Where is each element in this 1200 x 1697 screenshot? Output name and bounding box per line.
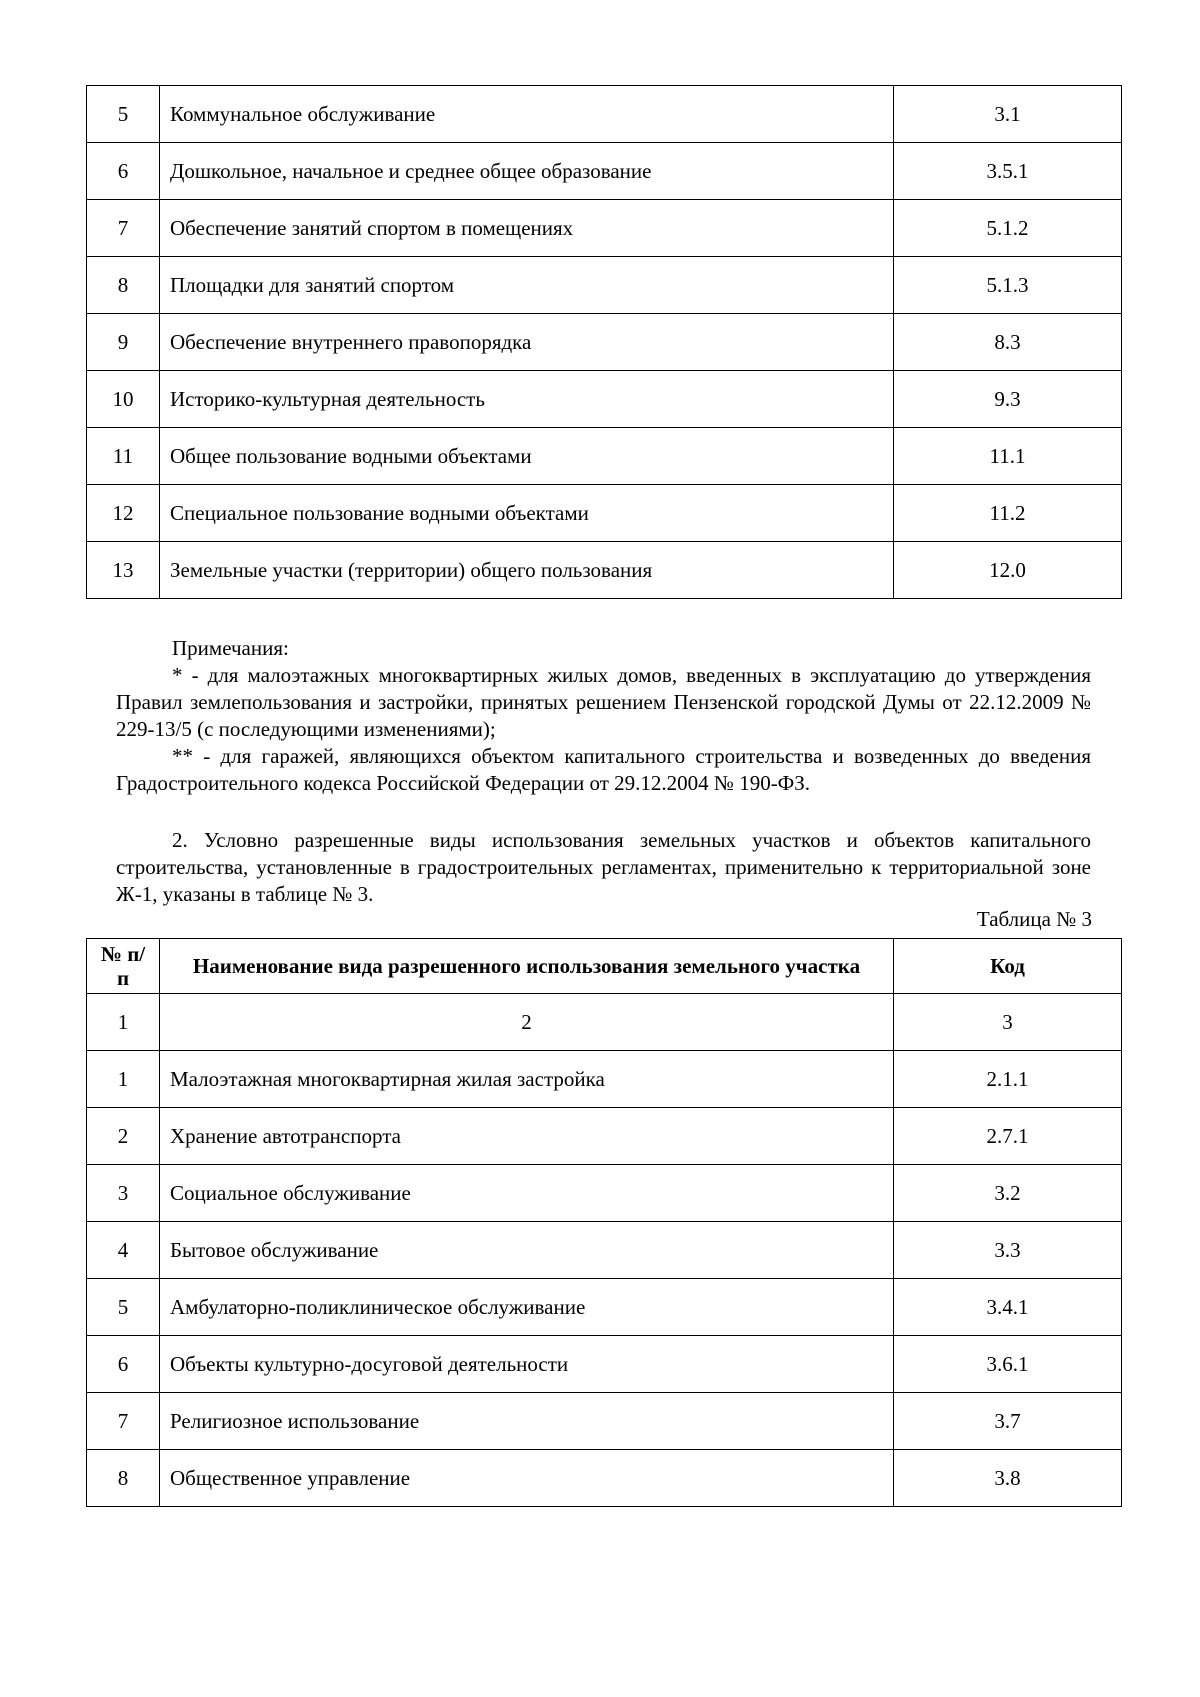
note-2: ** - для гаражей, являющихся объектом капитального строительства и возведенных до введения Градостроительного кодекса Российской Федерации от 29.12.2004 № 190-ФЗ.: [116, 744, 1091, 795]
use-name: Коммунальное обслуживание: [160, 86, 894, 143]
index-row: [87, 994, 1122, 1051]
index-name: 2: [160, 994, 894, 1051]
use-code: 5.1.3: [894, 257, 1122, 314]
row-number: 9: [87, 314, 160, 371]
use-name: Бытовое обслуживание: [160, 1222, 894, 1279]
note-1: * - для малоэтажных многоквартирных жилых домов, введенных в эксплуатацию до утверждения Правил землепользования и застройки, принятых решением Пензенской городской Думы от 22.12.2009 № 229-13/5 (с последующими изменениями);: [116, 663, 1091, 741]
row-number: 5: [87, 1279, 160, 1336]
use-name: Амбулаторно-поликлиническое обслуживание: [160, 1279, 894, 1336]
row-number: 6: [87, 1336, 160, 1393]
land-use-table-continued: [86, 85, 1122, 599]
table-row: [87, 257, 1122, 314]
header-name: Наименование вида разрешенного использования земельного участка: [160, 939, 894, 994]
table-body: [87, 994, 1122, 1507]
row-number: 1: [87, 1051, 160, 1108]
index-number: 1: [87, 994, 160, 1051]
table-row: [87, 485, 1122, 542]
table-row: [87, 1222, 1122, 1279]
use-code: 3.7: [894, 1393, 1122, 1450]
conditional-use-table: [86, 938, 1122, 1507]
row-number: 11: [87, 428, 160, 485]
table-row: [87, 1051, 1122, 1108]
use-name: Дошкольное, начальное и среднее общее образование: [160, 143, 894, 200]
paragraph-2: 2. Условно разрешенные виды использования земельных участков и объектов капитального строительства, установленные в градостроительных регламентах, применительно к территориальной зоне Ж-1, указаны в таблице № 3.: [116, 828, 1091, 906]
table-row: [87, 1165, 1122, 1222]
table-row: [87, 1450, 1122, 1507]
table-row: [87, 542, 1122, 599]
table-row: [87, 1393, 1122, 1450]
use-code: 3.1: [894, 86, 1122, 143]
use-code: 3.8: [894, 1450, 1122, 1507]
use-code: 9.3: [894, 371, 1122, 428]
table-body: [87, 86, 1122, 599]
notes-title: Примечания:: [172, 636, 289, 660]
use-code: 3.4.1: [894, 1279, 1122, 1336]
row-number: 10: [87, 371, 160, 428]
table-row: [87, 1336, 1122, 1393]
use-code: 3.2: [894, 1165, 1122, 1222]
use-code: 2.7.1: [894, 1108, 1122, 1165]
use-name: Общественное управление: [160, 1450, 894, 1507]
notes-section: [116, 635, 1091, 797]
use-name: Специальное пользование водными объектами: [160, 485, 894, 542]
header-number: № п/п: [87, 939, 160, 994]
header-code: Код: [894, 939, 1122, 994]
use-code: 11.2: [894, 485, 1122, 542]
use-name: Хранение автотранспорта: [160, 1108, 894, 1165]
row-number: 7: [87, 200, 160, 257]
table-row: [87, 428, 1122, 485]
use-name: Объекты культурно-досуговой деятельности: [160, 1336, 894, 1393]
row-number: 8: [87, 257, 160, 314]
use-code: 5.1.2: [894, 200, 1122, 257]
use-name: Общее пользование водными объектами: [160, 428, 894, 485]
row-number: 7: [87, 1393, 160, 1450]
header-row: [87, 939, 1122, 994]
use-name: Обеспечение внутреннего правопорядка: [160, 314, 894, 371]
use-name: Социальное обслуживание: [160, 1165, 894, 1222]
use-code: 2.1.1: [894, 1051, 1122, 1108]
row-number: 5: [87, 86, 160, 143]
use-code: 3.3: [894, 1222, 1122, 1279]
row-number: 2: [87, 1108, 160, 1165]
table-row: [87, 314, 1122, 371]
use-name: Историко-культурная деятельность: [160, 371, 894, 428]
table-row: [87, 371, 1122, 428]
table-header: [87, 939, 1122, 994]
use-code: 8.3: [894, 314, 1122, 371]
use-name: Религиозное использование: [160, 1393, 894, 1450]
row-number: 3: [87, 1165, 160, 1222]
index-code: 3: [894, 994, 1122, 1051]
row-number: 6: [87, 143, 160, 200]
table-row: [87, 86, 1122, 143]
row-number: 8: [87, 1450, 160, 1507]
use-name: Площадки для занятий спортом: [160, 257, 894, 314]
table-row: [87, 200, 1122, 257]
row-number: 12: [87, 485, 160, 542]
use-code: 3.5.1: [894, 143, 1122, 200]
table-row: [87, 1108, 1122, 1165]
paragraph-section: [116, 827, 1091, 908]
use-name: Обеспечение занятий спортом в помещениях: [160, 200, 894, 257]
use-name: Земельные участки (территории) общего пользования: [160, 542, 894, 599]
use-code: 11.1: [894, 428, 1122, 485]
table-row: [87, 1279, 1122, 1336]
row-number: 4: [87, 1222, 160, 1279]
use-code: 12.0: [894, 542, 1122, 599]
use-name: Малоэтажная многоквартирная жилая застройка: [160, 1051, 894, 1108]
table-row: [87, 143, 1122, 200]
row-number: 13: [87, 542, 160, 599]
table-caption: Таблица № 3: [976, 907, 1092, 931]
use-code: 3.6.1: [894, 1336, 1122, 1393]
